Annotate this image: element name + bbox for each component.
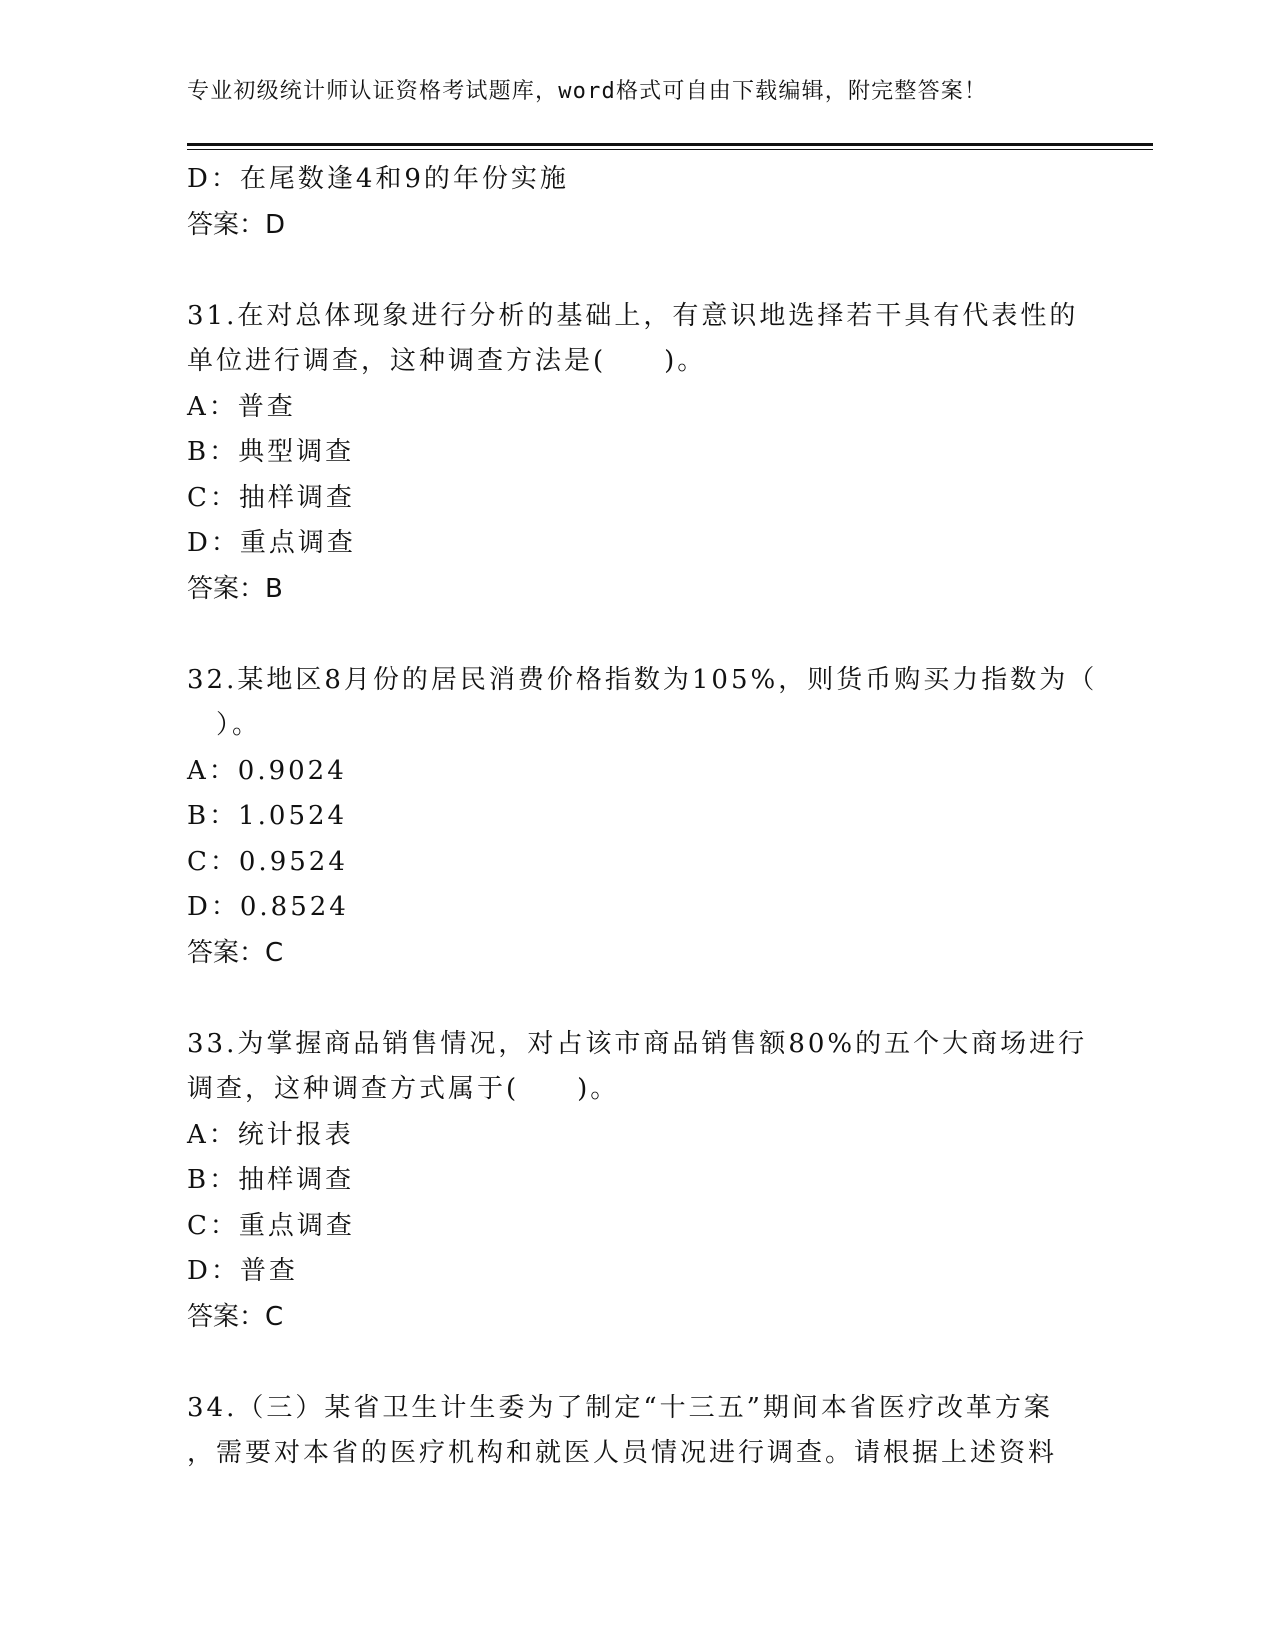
option-b: B：1.0524 [187, 801, 348, 831]
option-d: D：重点调查 [187, 528, 356, 558]
answer: 答案：B [187, 573, 283, 604]
option-c: C：0.9524 [187, 846, 348, 877]
spacer [187, 612, 1087, 658]
question-stem: 32.某地区8月份的居民消费价格指数为105%，则货币购买力指数为（ [187, 664, 1098, 695]
spacer [187, 248, 1087, 294]
spacer [187, 1340, 1087, 1386]
question-stem: 单位进行调查，这种调查方法是( )。 [187, 346, 707, 376]
question-stem: 31.在对总体现象进行分析的基础上，有意识地选择若干具有代表性的 [187, 300, 1079, 331]
option-a: A：0.9024 [187, 755, 347, 786]
answer: 答案：C [187, 937, 284, 968]
question-stem: ，需要对本省的医疗机构和就医人员情况进行调查。请根据上述资料 [187, 1438, 1058, 1468]
page-header: 专业初级统计师认证资格考试题库，word格式可自由下载编辑，附完整答案！ [187, 79, 988, 104]
option-d: D：0.8524 [187, 892, 349, 922]
question-32 [187, 658, 1098, 977]
question-31 [187, 294, 1087, 613]
question-stem: 34.（三）某省卫生计生委为了制定“十三五”期间本省医疗改革方案 [187, 1392, 1053, 1423]
option-a: A：普查 [187, 391, 296, 422]
question-stem: 调查，这种调查方式属于( )。 [187, 1074, 620, 1104]
prev-question-answer: 答案：D [187, 209, 286, 240]
prev-question-option-d: D：在尾数逢4和9的年份实施 [187, 164, 569, 194]
question-stem: ）。 [187, 710, 262, 740]
header-rule-thick [187, 143, 1153, 146]
option-c: C：抽样调查 [187, 482, 355, 513]
option-a: A：统计报表 [187, 1119, 354, 1150]
option-b: B：典型调查 [187, 437, 355, 467]
option-d: D：普查 [187, 1256, 298, 1286]
document-body [187, 157, 1098, 1477]
spacer [187, 976, 1087, 1022]
question-33 [187, 1022, 1087, 1341]
option-c: C：重点调查 [187, 1210, 355, 1241]
header-rule-thin [187, 149, 1153, 150]
option-b: B：抽样调查 [187, 1165, 355, 1195]
question-34 [187, 1386, 1087, 1477]
answer: 答案：C [187, 1301, 284, 1332]
question-stem: 33.为掌握商品销售情况，对占该市商品销售额80%的五个大商场进行 [187, 1028, 1088, 1059]
